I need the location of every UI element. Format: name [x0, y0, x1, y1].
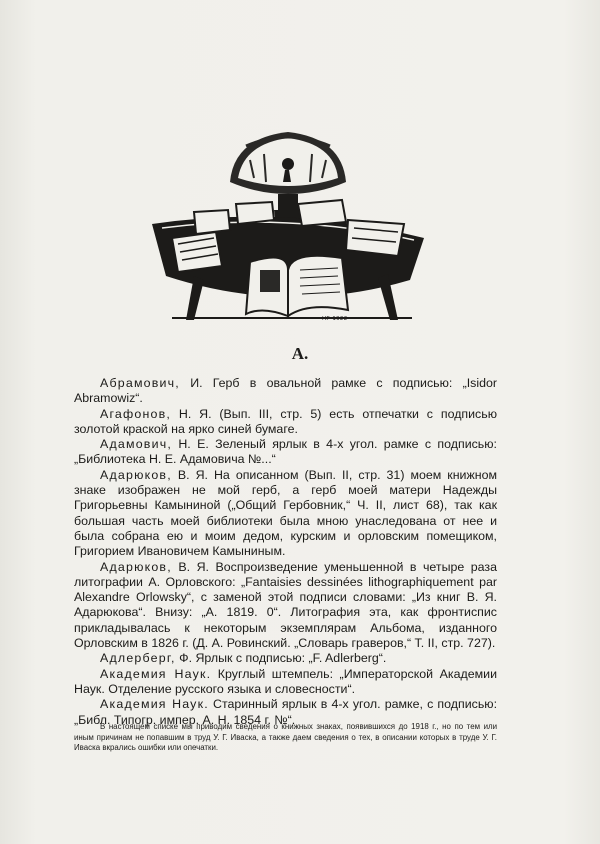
entry-text: В. Я. Воспроизведение уменьшенной в четыре раза литографии А. Орловского: „Fantaisies dessinées lithographiquement par Alexandre Orlowsky“, с заменой этой подписи словами: „Из книг В. Я. Адарюкова“. Внизу: „А. 1819. 0“. Литография эта, как фронтиспис прикладывалась к некоторым экземплярам Альбома, изданного Орловским в 1826 г. (Д. А. Ровинский. „Словарь граверов,“ Т. II, стр. 727). — [74, 559, 497, 651]
entry-name: Академия Наук. — [100, 666, 212, 681]
entry-text: Н. Я. (Вып. III, стр. 5) есть отпечатки с подписью золотой краской на ярко синей бумаге. — [74, 406, 497, 436]
entry-name: Адамович, — [100, 437, 172, 452]
entry-name: Агафонов, — [100, 406, 172, 421]
entry-text: Старинный ярлык в 4-х угол. рамке, с подписью: „Библ. Типогр. импер. А. Н. 1854 г. №“. — [74, 697, 498, 727]
section-heading: A. — [291, 344, 309, 363]
artist-signature: НР-1922 — [322, 316, 348, 322]
entry — [74, 560, 497, 652]
footnote-text: В настоящем списке мы приводим сведения о книжных знаках, появившихся до 1918 г., но по тем или иным причинам не попавшим в труд У. Г. Иваска, а также даем сведения о тех, в описании которых в труде У. Г. Иваска вкрались ошибки или опечатки. — [74, 722, 497, 752]
entry — [74, 407, 497, 438]
entry — [74, 651, 497, 666]
entry-name: Абрамович, — [100, 376, 180, 390]
footnote — [74, 722, 497, 754]
entry — [74, 376, 497, 407]
entry-name: Академия Наук. — [100, 697, 209, 712]
entries-list — [74, 376, 497, 728]
entry — [74, 667, 497, 698]
lamp-and-books-vignette — [142, 120, 432, 335]
entry-name: Адарюков, — [100, 467, 172, 482]
entry-text: Ф. Ярлык с подписью: „F. Adlerberg“. — [175, 651, 387, 666]
entry — [74, 468, 497, 560]
entry-name: Адлерберг, — [100, 651, 176, 666]
entry-text: В. Я. На описанном (Вып. II, стр. 31) моем книжном знаке изображен не мой герб, а герб моей матери Надежды Григорьевны Камыниной („Общий Гербовник,“ Ч. II, лист 68), так как большая часть моей библиотеки была мною унаследована от нее и была собрана ею и моим дедом, курским и орловским помещиком, Григорием Ивановичем Камыниным. — [74, 467, 497, 559]
entry-name: Адарюков, — [100, 559, 172, 574]
entry — [74, 437, 497, 468]
entry-text: Н. Е. Зеленый ярлык в 4-х угол. рамке с подписью: „Библиотека Н. Е. Адамовича №...“ — [74, 437, 497, 467]
entry-text: Круглый штемпель: „Императорской Академии Наук. Отделение русского языка и словесности“. — [74, 666, 497, 696]
entry-text: И. Герб в овальной рамке с подписью: „Isidor Abramowiz“. — [74, 376, 497, 406]
